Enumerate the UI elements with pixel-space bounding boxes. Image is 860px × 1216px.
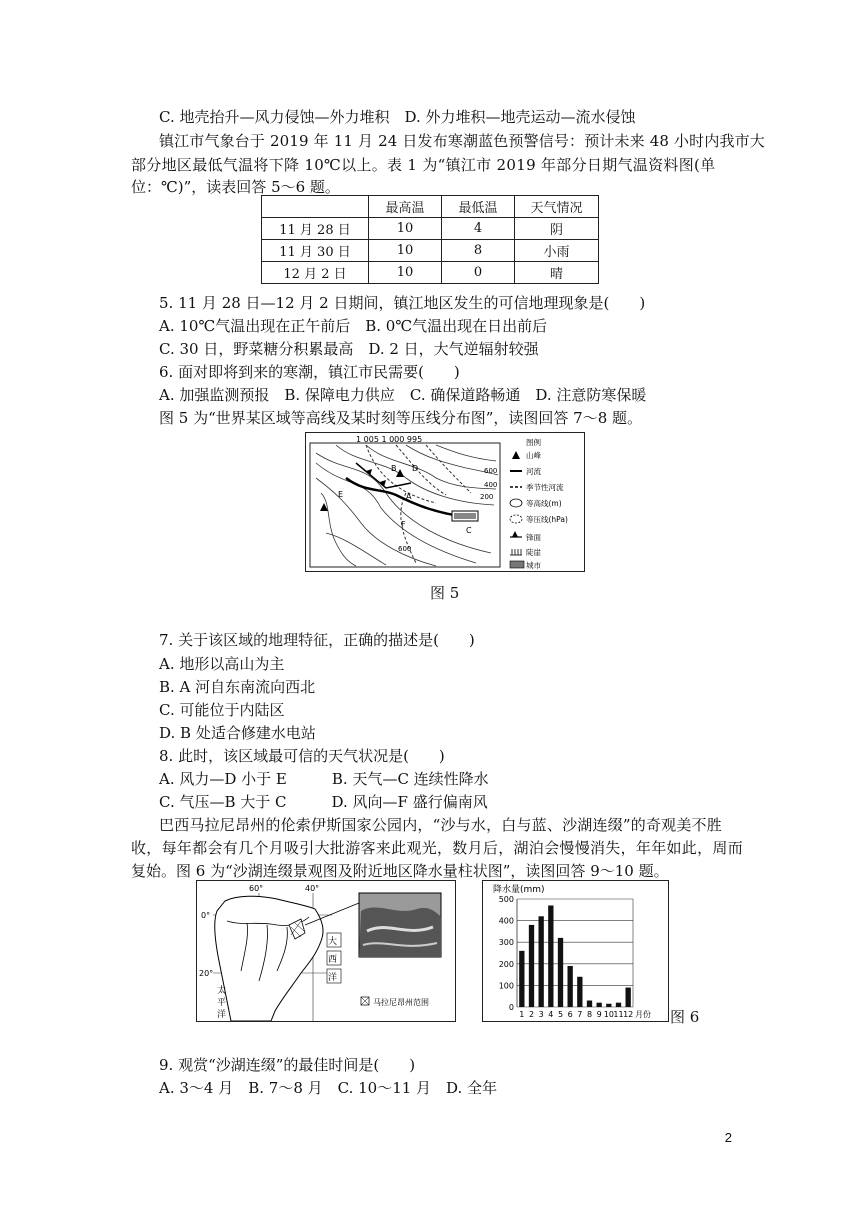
question-7: 7. 关于该区域的地理特征，正确的描述是( ) — [159, 631, 475, 649]
x-tick-label: 2 — [528, 1010, 535, 1019]
precipitation-bar — [548, 905, 553, 1007]
table-header-row — [262, 196, 599, 218]
legend-item: 锋面 — [526, 533, 541, 542]
question-8-options-cd: C. 气压—B 大于 C D. 风向—F 盛行偏南风 — [159, 793, 488, 811]
question-7-option-a: A. 地形以高山为主 — [159, 655, 285, 673]
question-8: 8. 此时，该区域最可信的天气状况是( ) — [159, 747, 445, 765]
precipitation-bar — [529, 925, 534, 1007]
page-number: 2 — [724, 1130, 732, 1145]
question-5: 5. 11 月 28 日—12 月 2 日期间，镇江地区发生的可信地理现象是( ) — [159, 294, 646, 312]
legend-item: 河流 — [526, 467, 541, 476]
table-row — [262, 218, 599, 240]
table-cell: 11 月 28 日 — [262, 218, 369, 240]
precipitation-bar — [577, 977, 582, 1007]
ocean-label: 西 — [328, 955, 338, 965]
question-5-options-cd: C. 30 日，野菜糖分积累最高 D. 2 日，大气逆辐射较强 — [159, 340, 539, 358]
precipitation-bar — [626, 988, 631, 1007]
table-header — [262, 196, 369, 218]
map-legend-label: 马拉尼昂州范围 — [373, 998, 429, 1007]
x-tick-label: 5 — [557, 1010, 564, 1019]
table-cell: 11 月 30 日 — [262, 240, 369, 262]
contour-label: 600 — [398, 545, 412, 553]
question-5-options-ab: A. 10℃气温出现在正午前后 B. 0℃气温出现在日出前后 — [159, 317, 548, 335]
table-header: 最低温 — [442, 196, 515, 218]
table-row — [262, 240, 599, 262]
ocean-label: 洋 — [217, 1010, 227, 1020]
option-line: C. 地壳抬升—风力侵蚀—外力堆积 D. 外力堆积—地壳运动—流水侵蚀 — [159, 108, 636, 126]
ocean-label: 太 — [217, 986, 227, 996]
isobar-label-text: 1 005 1 000 995 — [356, 435, 423, 444]
point-label: B — [391, 464, 397, 473]
table-cell: 8 — [442, 240, 515, 262]
contour-label: 200 — [480, 493, 494, 501]
y-tick-label: 0 — [508, 1003, 514, 1012]
point-label: C — [466, 526, 472, 535]
point-label: E — [338, 490, 344, 499]
chart-y-title: 降水量(mm) — [493, 885, 545, 895]
y-tick-label: 300 — [498, 938, 514, 948]
precipitation-bar — [606, 1004, 611, 1007]
figure-6-caption: 图 6 — [670, 1008, 700, 1026]
paragraph-line: 位：℃)”，读表回答 5～6 题。 — [131, 178, 340, 196]
paragraph-line: 复始。图 6 为“沙湖连缀景观图及附近地区降水量柱状图”，读图回答 9～10 题。 — [131, 862, 669, 880]
question-6: 6. 面对即将到来的寒潮，镇江市民需要( ) — [159, 363, 460, 381]
x-tick-label: 8 — [586, 1010, 593, 1019]
precipitation-bar — [558, 938, 563, 1007]
ocean-label: 洋 — [328, 973, 338, 983]
table-header: 最高温 — [369, 196, 442, 218]
figure-5-caption: 图 5 — [430, 584, 460, 602]
table-cell: 阴 — [515, 218, 599, 240]
question-8-options-ab: A. 风力—D 小于 E B. 天气—C 连续性降水 — [159, 770, 489, 788]
longitude-label: 60° — [249, 884, 264, 893]
legend-item: 等压线(hPa) — [526, 515, 568, 524]
figure-6-map — [196, 880, 456, 1022]
question-7-option-c: C. 可能位于内陆区 — [159, 701, 285, 719]
contour-label: 400 — [484, 481, 498, 489]
paragraph-line: 镇江市气象台于 2019 年 11 月 24 日发布寒潮蓝色预警信号：预计未来 48 小时内我市大 — [159, 132, 765, 150]
x-tick-label: 1 — [519, 1010, 525, 1019]
legend-item: 山峰 — [526, 451, 541, 460]
temperature-table — [261, 195, 599, 284]
y-tick-label: 200 — [498, 959, 514, 969]
x-tick-label: 12 — [623, 1010, 634, 1019]
legend-item: 城市 — [526, 561, 541, 570]
precipitation-bar — [568, 966, 573, 1007]
y-tick-label: 500 — [498, 895, 514, 904]
ocean-label: 大 — [328, 937, 338, 947]
y-tick-label: 400 — [498, 916, 514, 926]
y-tick-label: 100 — [498, 981, 514, 991]
point-label: A — [406, 492, 412, 501]
legend-item: 季节性河流 — [526, 483, 564, 492]
table-header: 天气情况 — [515, 196, 599, 218]
table-cell: 12 月 2 日 — [262, 262, 369, 284]
x-tick-label: 10 — [603, 1010, 614, 1019]
latitude-label: 20° — [199, 969, 214, 978]
point-label: D — [412, 464, 419, 473]
x-tick-label: 11 — [613, 1010, 624, 1019]
question-9-options: A. 3～4 月 B. 7～8 月 C. 10～11 月 D. 全年 — [159, 1079, 498, 1097]
table-cell: 10 — [369, 240, 442, 262]
paragraph-line: 部分地区最低气温将下降 10℃以上。表 1 为“镇江市 2019 年部分日期气温资料图(单 — [131, 156, 716, 174]
precipitation-bar — [616, 1003, 621, 1007]
x-tick-label: 4 — [548, 1010, 554, 1019]
figure-5-map — [305, 432, 585, 572]
question-9: 9. 观赏“沙湖连缀”的最佳时间是( ) — [159, 1056, 416, 1074]
x-tick-label: 3 — [538, 1010, 544, 1019]
table-cell: 小雨 — [515, 240, 599, 262]
table-cell: 10 — [369, 262, 442, 284]
precipitation-chart — [482, 880, 669, 1022]
ocean-label: 平 — [217, 998, 227, 1008]
legend-item: 等高线(m) — [526, 499, 562, 508]
point-label: F — [401, 520, 406, 529]
x-tick-label: 6 — [567, 1010, 573, 1019]
legend-item: 陡崖 — [526, 548, 541, 557]
table-cell: 0 — [442, 262, 515, 284]
longitude-label: 40° — [305, 884, 320, 893]
precipitation-bar — [597, 1003, 602, 1007]
question-6-options: A. 加强监测预报 B. 保障电力供应 C. 确保道路畅通 D. 注意防寒保暖 — [159, 386, 647, 404]
table-cell: 4 — [442, 218, 515, 240]
question-7-option-d: D. B 处适合修建水电站 — [159, 724, 316, 742]
paragraph-line: 巴西马拉尼昂州的伦索伊斯国家公园内，“沙与水，白与蓝、沙湖连缀”的奇观美不胜 — [159, 816, 722, 834]
contour-label: 600 — [484, 467, 498, 475]
table-cell: 晴 — [515, 262, 599, 284]
precipitation-bar — [539, 916, 544, 1007]
x-axis-unit: 月份 — [635, 1010, 651, 1019]
x-tick-label: 7 — [577, 1010, 583, 1019]
table-cell: 10 — [369, 218, 442, 240]
figure-5-intro: 图 5 为“世界某区域等高线及某时刻等压线分布图”，读图回答 7～8 题。 — [159, 409, 643, 427]
latitude-label: 0° — [201, 911, 211, 920]
precipitation-bar — [587, 1001, 592, 1007]
precipitation-bar — [519, 951, 524, 1007]
question-7-option-b: B. A 河自东南流向西北 — [159, 678, 316, 696]
x-tick-label: 9 — [596, 1010, 602, 1019]
table-row — [262, 262, 599, 284]
legend-title: 图例 — [526, 438, 541, 447]
paragraph-line: 收，每年都会有几个月吸引大批游客来此观光，数月后，湖泊会慢慢消失，年年如此，周而 — [131, 839, 744, 857]
